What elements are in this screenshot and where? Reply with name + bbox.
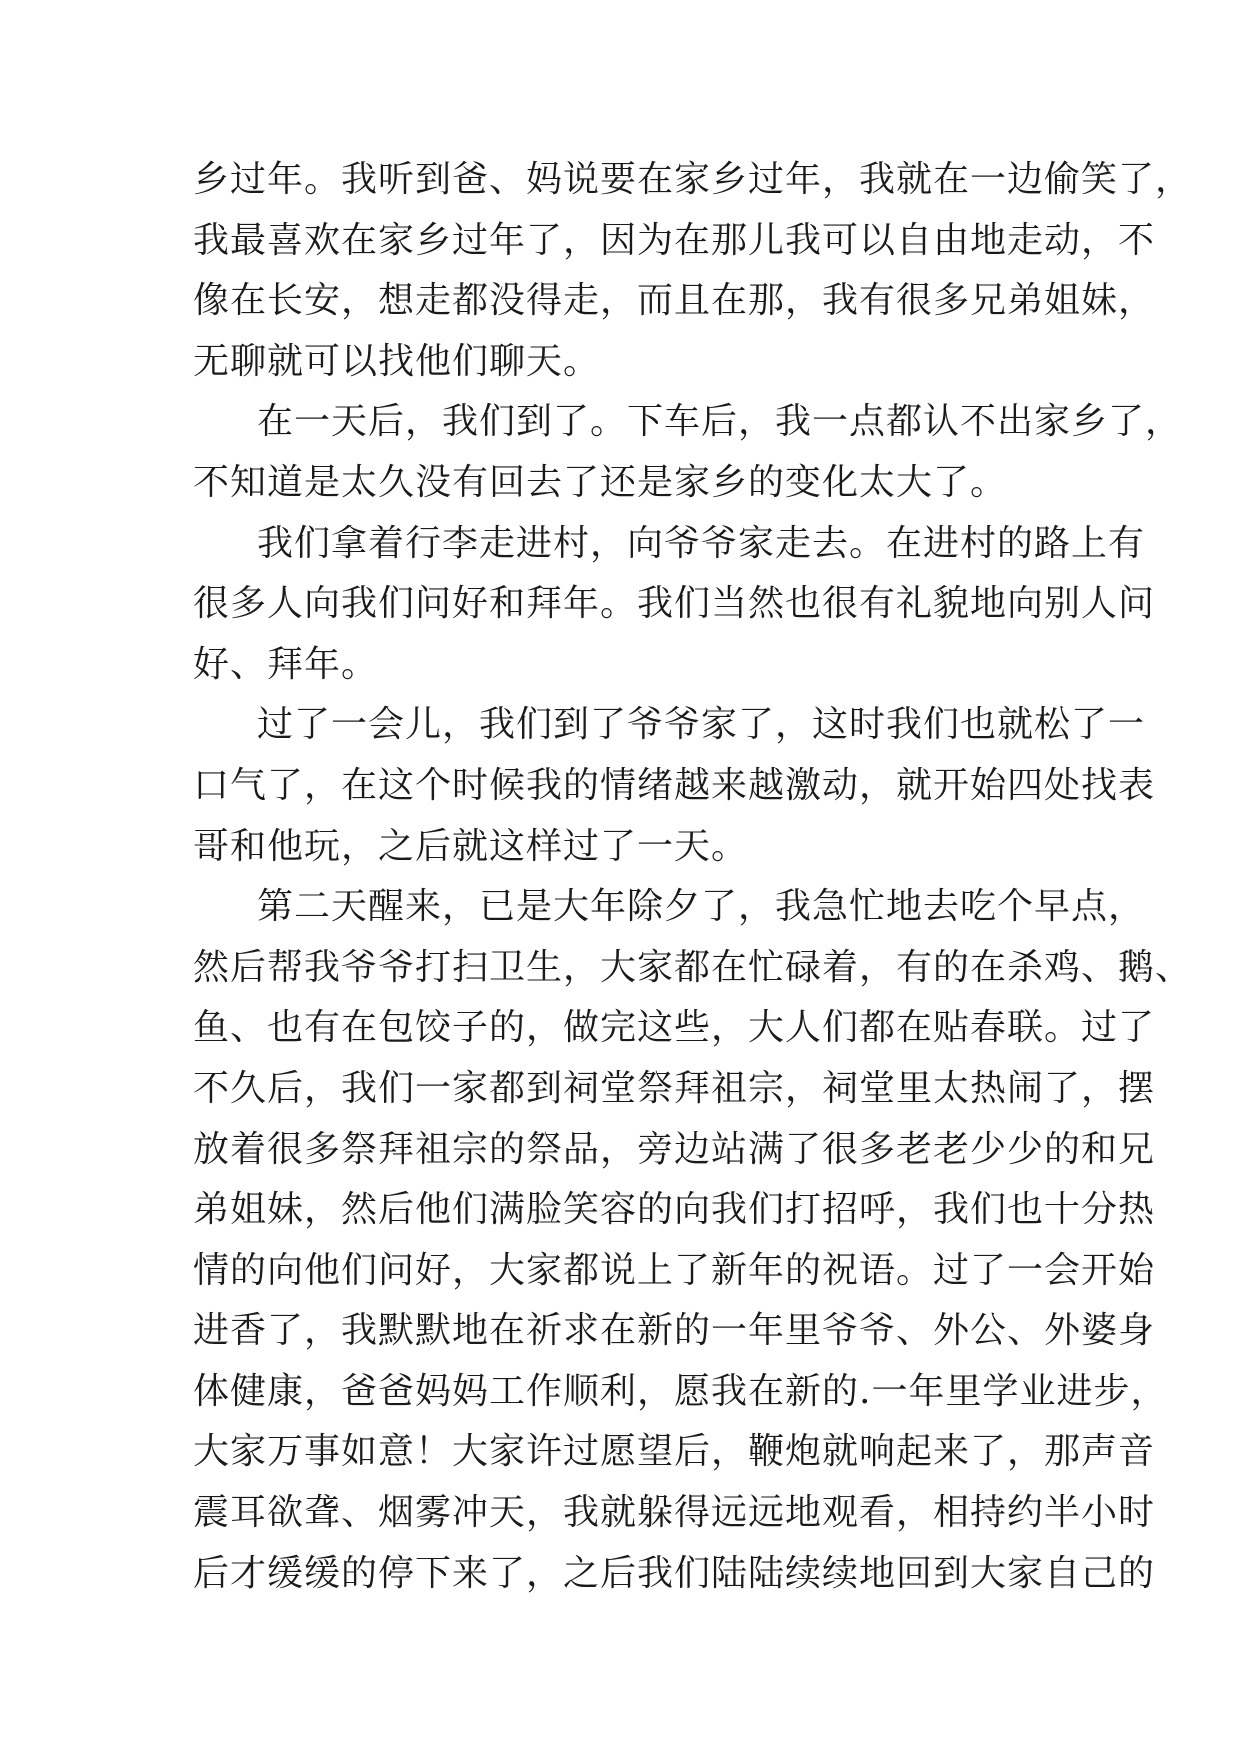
text-line: 像在长安，想走都没得走，而且在那，我有很多兄弟姐妹， — [193, 280, 1156, 322]
text-line: 不知道是太久没有回去了还是家乡的变化太大了。 — [193, 461, 1008, 503]
text-line: 哥和他玩，之后就这样过了一天。 — [193, 825, 749, 867]
body-text — [193, 150, 1193, 1604]
text-line: 口气了，在这个时候我的情绪越来越激动，就开始四处找表 — [193, 764, 1156, 806]
text-line: 好、拜年。 — [193, 643, 379, 685]
text-line: 情的向他们问好，大家都说上了新年的祝语。过了一会开始 — [193, 1249, 1156, 1291]
text-line: 无聊就可以找他们聊天。 — [193, 340, 601, 382]
text-line: 然后帮我爷爷打扫卫生，大家都在忙碌着，有的在杀鸡、鹅、 — [193, 946, 1193, 988]
text-line: 鱼、也有在包饺子的，做完这些，大人们都在贴春联。过了 — [193, 1007, 1156, 1049]
text-line: 进香了，我默默地在祈求在新的一年里爷爷、外公、外婆身 — [193, 1310, 1156, 1352]
text-line: 弟姐妹，然后他们满脸笑容的向我们打招呼，我们也十分热 — [193, 1189, 1156, 1231]
text-line: 我最喜欢在家乡过年了，因为在那儿我可以自由地走动，不 — [193, 219, 1156, 261]
paragraph-first-line: 过了一会儿，我们到了爷爷家了，这时我们也就松了一 — [257, 704, 1146, 746]
text-line: 震耳欲聋、烟雾冲天，我就躲得远远地观看，相持约半小时 — [193, 1492, 1156, 1534]
text-line: 乡过年。我听到爸、妈说要在家乡过年，我就在一边偷笑了， — [193, 159, 1193, 200]
paragraph-first-line: 我们拿着行李走进村，向爷爷家走去。在进村的路上有 — [257, 522, 1146, 564]
text-line: 大家万事如意！大家许过愿望后，鞭炮就响起来了，那声音 — [193, 1431, 1156, 1473]
text-line: 很多人向我们问好和拜年。我们当然也很有礼貌地向别人问 — [193, 583, 1156, 625]
paragraph-first-line: 在一天后，我们到了。下车后，我一点都认不出家乡了， — [257, 401, 1183, 443]
text-line: 体健康，爸爸妈妈工作顺利，愿我在新的.一年里学业进步， — [193, 1370, 1168, 1412]
text-line: 后才缓缓的停下来了，之后我们陆陆续续地回到大家自己的 — [193, 1552, 1156, 1594]
text-line: 放着很多祭拜祖宗的祭品，旁边站满了很多老老少少的和兄 — [193, 1128, 1156, 1170]
text-line: 不久后，我们一家都到祠堂祭拜祖宗，祠堂里太热闹了，摆 — [193, 1067, 1156, 1109]
paragraph-first-line: 第二天醒来，已是大年除夕了，我急忙地去吃个早点， — [257, 886, 1146, 928]
